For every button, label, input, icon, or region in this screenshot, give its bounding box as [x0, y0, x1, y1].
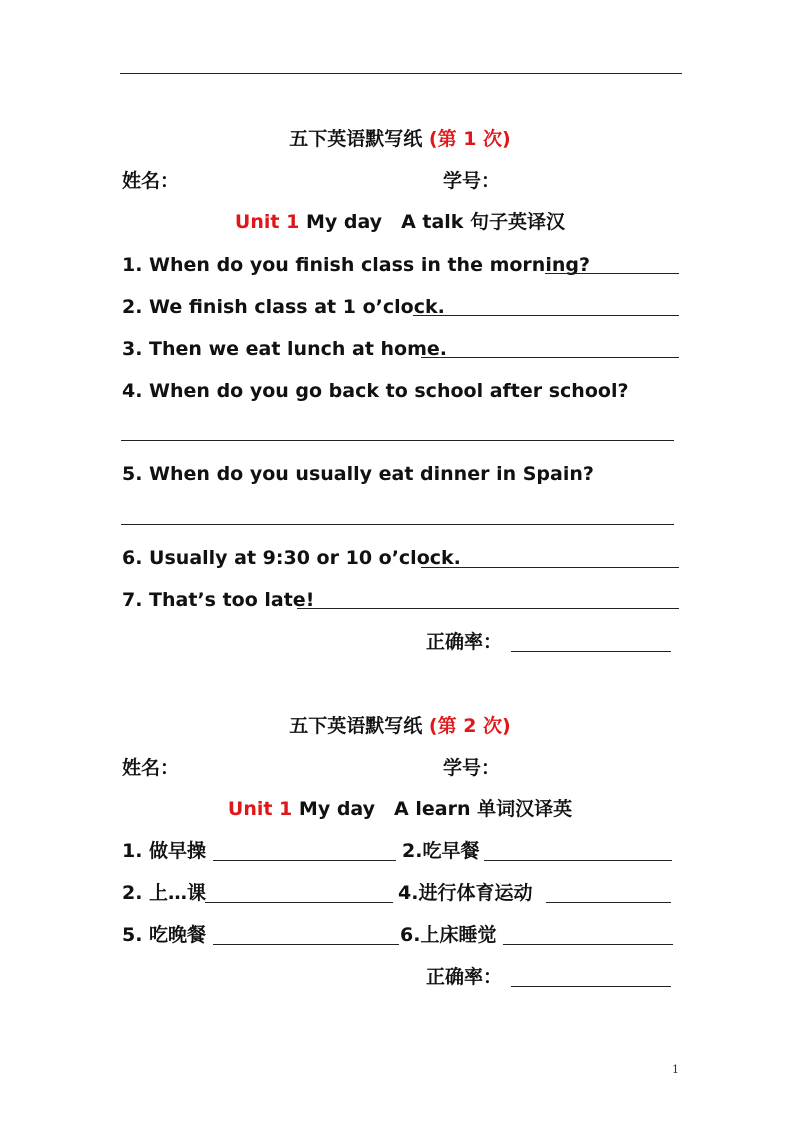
- accuracy-line-1[interactable]: [511, 651, 671, 652]
- answer-line-w2[interactable]: [484, 860, 672, 861]
- answer-line-w4[interactable]: [546, 902, 671, 903]
- answer-line-5[interactable]: [121, 524, 674, 525]
- title-tag: (第 1 次): [428, 128, 511, 150]
- worksheet-title-2: [0, 717, 800, 736]
- word-3: 2. 上…课: [122, 882, 207, 904]
- sentence-4: 4. When do you go back to school after school?: [122, 380, 629, 402]
- sentence-6: 6. Usually at 9:30 or 10 o’clock.: [122, 547, 461, 569]
- word-4: 4.进行体育运动: [398, 882, 533, 904]
- page-number: 1: [672, 1063, 679, 1076]
- section-subtitle-1: [0, 213, 800, 232]
- answer-line-w6[interactable]: [503, 944, 673, 945]
- header-rule: [120, 73, 682, 74]
- answer-line-6[interactable]: [421, 567, 679, 568]
- sentence-7: 7. That’s too late!: [122, 589, 315, 611]
- title-text: 五下英语默写纸: [289, 715, 423, 737]
- sentence-5: 5. When do you usually eat dinner in Spain?: [122, 463, 594, 485]
- answer-line-2[interactable]: [413, 315, 679, 316]
- word-2: 2.吃早餐: [402, 840, 480, 862]
- name-label: 姓名：: [122, 170, 180, 192]
- answer-line-1[interactable]: [545, 273, 679, 274]
- sentence-1: 1. When do you finish class in the morning?: [122, 254, 590, 276]
- accuracy-line-2[interactable]: [511, 986, 671, 987]
- answer-line-w5[interactable]: [213, 944, 399, 945]
- subtitle-text: My day A talk 句子英译汉: [305, 211, 566, 233]
- student-id-label: 学号：: [443, 757, 501, 779]
- sentence-2: 2. We finish class at 1 o’clock.: [122, 296, 445, 318]
- name-label: 姓名：: [122, 757, 180, 779]
- student-id-label: 学号：: [443, 170, 501, 192]
- unit-label: Unit 1: [234, 211, 300, 233]
- answer-line-4[interactable]: [121, 440, 674, 441]
- word-5: 5. 吃晚餐: [122, 924, 207, 946]
- answer-line-w3[interactable]: [205, 902, 393, 903]
- sentence-3: 3. Then we eat lunch at home.: [122, 338, 447, 360]
- title-tag: (第 2 次): [428, 715, 511, 737]
- subtitle-text: My day A learn 单词汉译英: [298, 798, 573, 820]
- answer-line-w1[interactable]: [213, 860, 396, 861]
- unit-label: Unit 1: [227, 798, 293, 820]
- worksheet-title-1: [0, 130, 800, 149]
- accuracy-label-1: 正确率：: [426, 631, 503, 653]
- accuracy-label-2: 正确率：: [426, 966, 503, 988]
- word-6: 6.上床睡觉: [400, 924, 497, 946]
- word-1: 1. 做早操: [122, 840, 207, 862]
- title-text: 五下英语默写纸: [289, 128, 423, 150]
- answer-line-7[interactable]: [297, 608, 679, 609]
- answer-line-3[interactable]: [421, 357, 679, 358]
- section-subtitle-2: [0, 800, 800, 819]
